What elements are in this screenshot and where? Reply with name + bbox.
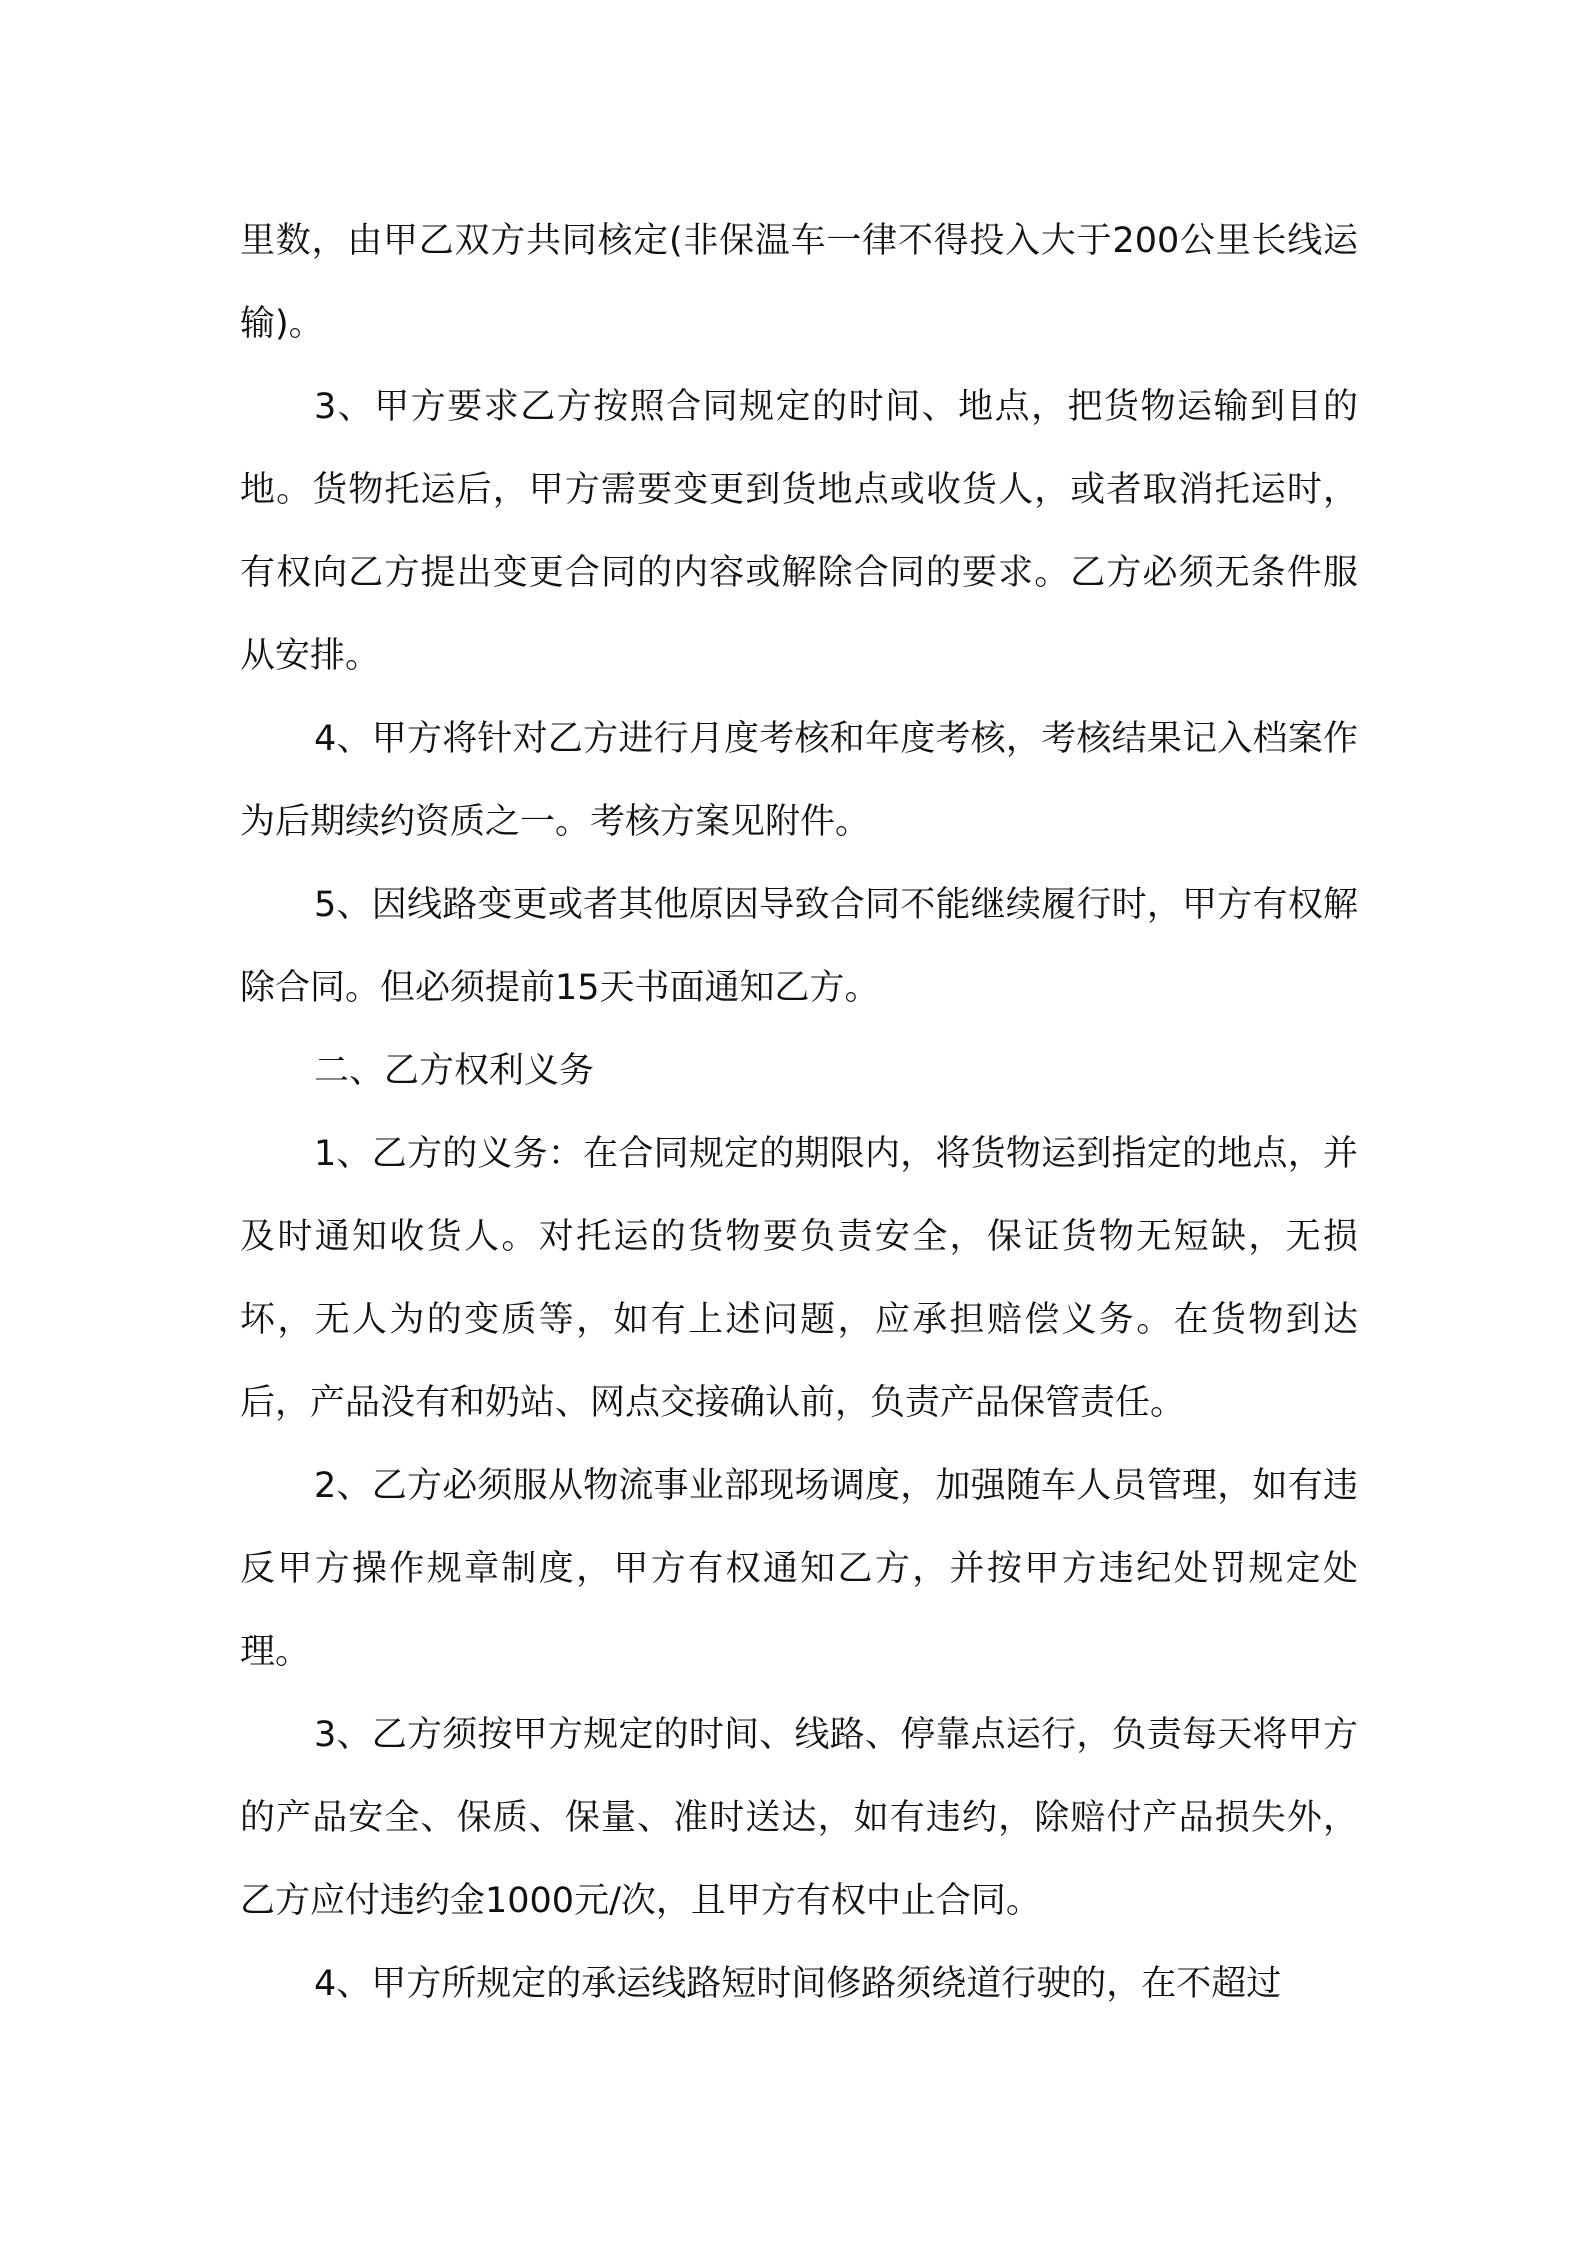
paragraph-8: 4、甲方所规定的承运线路短时间修路须绕道行驶的，在不超过 bbox=[314, 1964, 1282, 2004]
section-heading: 二、乙方权利义务 bbox=[314, 1051, 595, 1091]
paragraph-6: 2、乙方必须服从物流事业部现场调度，加强随车人员管理，如有违反甲方操作规章制度，甲方有权通知乙方，并按甲方违纪处罚规定处理。 bbox=[240, 1466, 1358, 1672]
document-body bbox=[240, 200, 1358, 2026]
paragraph-2: 3、甲方要求乙方按照合同规定的时间、地点，把货物运输到目的地。货物托运后，甲方需要变更到货地点或收货人，或者取消托运时，有权向乙方提出变更合同的内容或解除合同的要求。乙方必须无条件服从安排。 bbox=[240, 387, 1358, 676]
paragraph-7: 3、乙方须按甲方规定的时间、线路、停靠点运行，负责每天将甲方的产品安全、保质、保量、准时送达，如有违约，除赔付产品损失外，乙方应付违约金1000元/次，且甲方有权中止合同。 bbox=[240, 1715, 1358, 1921]
paragraph-4: 5、因线路变更或者其他原因导致合同不能继续履行时，甲方有权解除合同。但必须提前15天书面通知乙方。 bbox=[240, 885, 1358, 1008]
paragraph-1: 里数，由甲乙双方共同核定(非保温车一律不得投入大于200公里长线运输)。 bbox=[240, 221, 1358, 344]
paragraph-3: 4、甲方将针对乙方进行月度考核和年度考核，考核结果记入档案作为后期续约资质之一。考核方案见附件。 bbox=[240, 719, 1358, 842]
paragraph-5: 1、乙方的义务：在合同规定的期限内，将货物运到指定的地点，并及时通知收货人。对托运的货物要负责安全，保证货物无短缺，无损坏，无人为的变质等，如有上述问题，应承担赔偿义务。在货物到达后，产品没有和奶站、网点交接确认前，负责产品保管责任。 bbox=[240, 1134, 1358, 1423]
